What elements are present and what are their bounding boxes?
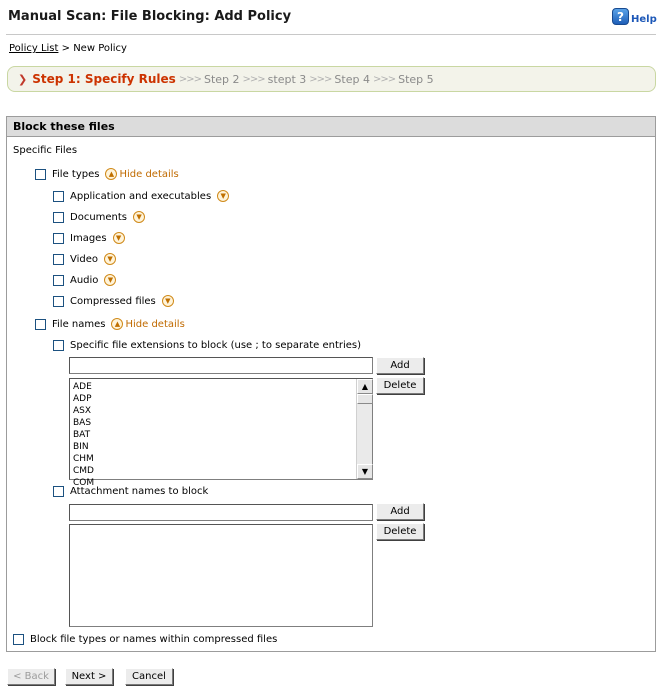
back-button[interactable]: < Back (7, 668, 55, 685)
step-separator-icon: >>> (309, 73, 332, 85)
attachments-row (53, 486, 208, 497)
file-names-hide-details-link[interactable]: Hide details (125, 318, 185, 330)
video-checkbox[interactable] (53, 254, 64, 265)
scroll-up-arrow-icon[interactable]: ▲ (357, 379, 373, 394)
extension-add-button[interactable]: Add (376, 357, 424, 374)
list-item[interactable]: BAT (73, 430, 91, 440)
extensions-row (53, 340, 361, 351)
file-type-item (53, 274, 116, 286)
collapse-chevron-icon[interactable]: ▲ (105, 168, 117, 180)
expand-chevron-icon[interactable]: ▼ (104, 253, 116, 265)
expand-chevron-icon[interactable]: ▼ (162, 295, 174, 307)
scroll-down-arrow-icon[interactable]: ▼ (357, 464, 373, 479)
step-separator-icon: >>> (178, 73, 201, 85)
expand-chevron-icon[interactable]: ▼ (217, 190, 229, 202)
file-type-label: Images (70, 232, 107, 244)
file-type-item (53, 211, 145, 223)
step-separator-icon: >>> (242, 73, 265, 85)
attachments-listbox[interactable] (69, 524, 373, 627)
list-item[interactable]: CMD (73, 466, 94, 476)
list-item[interactable]: ASX (73, 406, 92, 416)
extension-input[interactable] (69, 357, 373, 374)
file-type-label: Video (70, 253, 99, 265)
file-type-label: Audio (70, 274, 99, 286)
file-types-row (35, 168, 179, 180)
file-type-label: Compressed files (70, 295, 156, 307)
breadcrumb (9, 43, 127, 54)
file-type-item (53, 253, 116, 265)
page-title: Manual Scan: File Blocking: Add Policy (8, 9, 292, 24)
header-divider (6, 34, 656, 35)
file-names-row (35, 318, 185, 330)
collapse-chevron-icon[interactable]: ▲ (111, 318, 123, 330)
file-types-checkbox[interactable] (35, 169, 46, 180)
panel-header: Block these files (7, 117, 655, 137)
step-separator-icon: >>> (372, 73, 396, 85)
file-type-item (53, 190, 229, 202)
list-item[interactable]: CHM (73, 454, 94, 464)
documents-checkbox[interactable] (53, 212, 64, 223)
application-executables-checkbox[interactable] (53, 191, 64, 202)
step-1-active: Step 1: Specify Rules (32, 72, 176, 86)
next-button[interactable]: Next > (65, 668, 113, 685)
attachments-label: Attachment names to block (70, 486, 209, 497)
file-type-label: Application and executables (70, 190, 212, 202)
file-type-item (53, 295, 174, 307)
list-item[interactable]: COM (73, 478, 95, 488)
attachment-delete-button[interactable]: Delete (376, 523, 424, 540)
file-names-label: File names (52, 318, 106, 330)
compressed-within-checkbox[interactable] (13, 634, 24, 645)
wizard-steps (7, 66, 656, 92)
step-5: Step 5 (398, 72, 434, 86)
extensions-label: Specific file extensions to block (use ; to separate entries) (70, 340, 362, 351)
images-checkbox[interactable] (53, 233, 64, 244)
list-item[interactable]: ADP (73, 394, 92, 404)
scroll-thumb[interactable] (357, 394, 373, 404)
cancel-button[interactable]: Cancel (125, 668, 173, 685)
expand-chevron-icon[interactable]: ▼ (133, 211, 145, 223)
list-item[interactable]: BIN (73, 442, 89, 452)
extensions-listbox[interactable] (69, 378, 373, 488)
help-icon[interactable]: ? (612, 8, 629, 25)
extensions-scrollbar[interactable] (356, 379, 372, 479)
compressed-within-label: Block file types or names within compressed files (30, 634, 278, 645)
list-item[interactable]: BAS (73, 418, 92, 428)
list-item[interactable]: ADE (73, 382, 92, 392)
step-4: Step 4 (334, 72, 370, 86)
help-label[interactable]: Help (631, 13, 657, 25)
file-type-label: Documents (70, 211, 128, 223)
attachments-checkbox[interactable] (53, 486, 64, 497)
file-type-item (53, 232, 125, 244)
help-link[interactable] (612, 8, 657, 25)
expand-chevron-icon[interactable]: ▼ (113, 232, 125, 244)
extension-delete-button[interactable]: Delete (376, 377, 424, 394)
file-names-checkbox[interactable] (35, 319, 46, 330)
compressed-files-checkbox[interactable] (53, 296, 64, 307)
compressed-row (13, 634, 277, 645)
breadcrumb-policy-list-link[interactable]: Policy List (9, 43, 59, 54)
file-types-hide-details-link[interactable]: Hide details (119, 168, 179, 180)
breadcrumb-separator: > (61, 43, 71, 54)
attachment-input[interactable] (69, 504, 373, 521)
audio-checkbox[interactable] (53, 275, 64, 286)
step-3: stept 3 (267, 72, 307, 86)
section-label: Specific Files (13, 145, 78, 156)
block-files-panel (6, 116, 656, 652)
expand-chevron-icon[interactable]: ▼ (104, 274, 116, 286)
file-types-label: File types (52, 168, 100, 180)
extensions-checkbox[interactable] (53, 340, 64, 351)
active-step-arrow-icon: ❯ (18, 72, 28, 86)
attachment-add-button[interactable]: Add (376, 503, 424, 520)
extensions-list (73, 381, 353, 488)
step-2: Step 2 (203, 72, 240, 86)
breadcrumb-current: New Policy (73, 43, 127, 54)
